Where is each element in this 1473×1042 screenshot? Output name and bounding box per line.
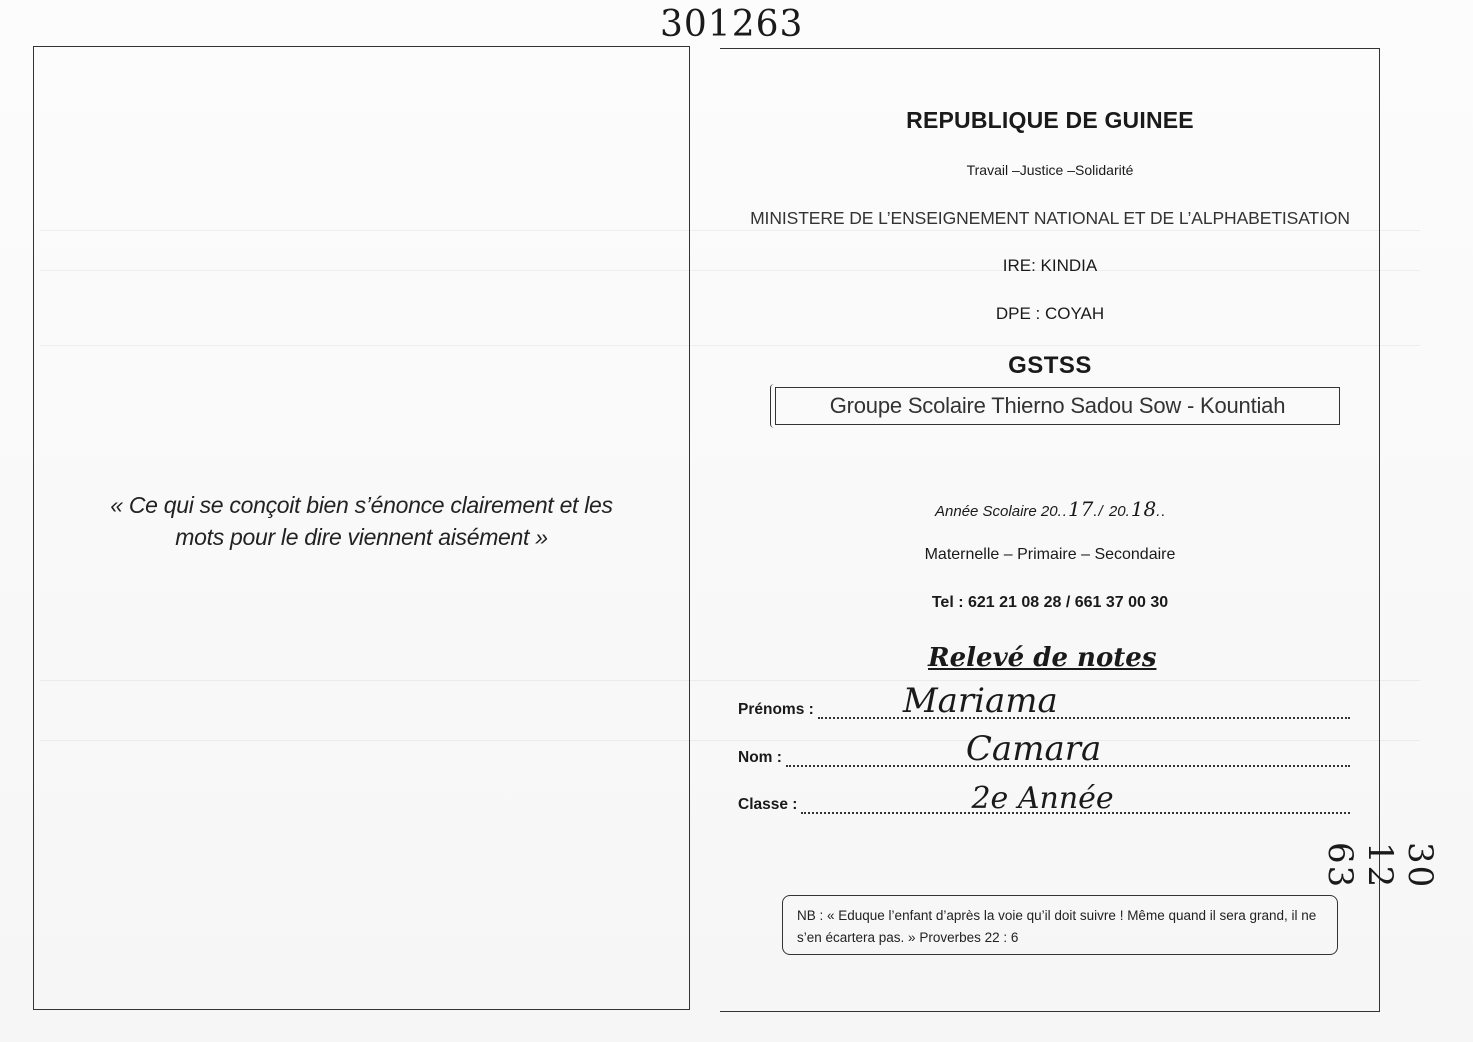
ministry-name: MINISTERE DE L’ENSEIGNEMENT NATIONAL ET DE L’ALPHABETISATION	[750, 208, 1350, 228]
school-levels: Maternelle – Primaire – Secondaire	[924, 546, 1176, 563]
school-year-end: 18	[1130, 497, 1157, 521]
school-year-label: Année Scolaire	[935, 503, 1037, 520]
prenoms-field	[738, 681, 1350, 721]
quote	[74, 489, 649, 553]
nb-proverb-box: NB : « Eduque l’enfant d’après la voie qu’il doit suivre ! Même quand il sera grand, il ne s’en écartera pas. » Proverbes 22 : 6	[782, 895, 1338, 955]
nom-label: Nom :	[738, 749, 782, 766]
left-page	[33, 46, 690, 1010]
classe-value: 2e Année	[971, 781, 1114, 816]
country-heading: REPUBLIQUE DE GUINEE	[906, 107, 1194, 133]
handwritten-reference-side: 30 12 63	[1320, 842, 1440, 890]
phone-numbers: Tel : 621 21 08 28 / 661 37 00 30	[931, 594, 1169, 611]
classe-label: Classe :	[738, 796, 798, 813]
org-acronym: GSTSS	[1008, 352, 1092, 379]
classe-field	[738, 781, 1350, 816]
school-year: Année Scolaire 20..17./ 20.18..	[935, 497, 1167, 521]
school-year-start: 17	[1067, 497, 1094, 521]
ire-label: IRE: KINDIA	[1002, 256, 1098, 275]
dpe-label: DPE : COYAH	[995, 304, 1105, 323]
school-year-start-prefix: 20	[1040, 503, 1058, 520]
handwritten-reference-top: 301263	[660, 4, 804, 45]
prenoms-label: Prénoms :	[738, 701, 814, 718]
nom-field	[738, 729, 1350, 769]
right-page	[720, 48, 1380, 1012]
quote-line-2: mots pour le dire viennent aisément »	[175, 524, 548, 550]
prenoms-line	[818, 681, 1350, 721]
nom-line	[786, 729, 1350, 769]
quote-line-1: « Ce qui se conçoit bien s’énonce clairement et les	[110, 492, 613, 518]
classe-line	[801, 781, 1350, 816]
document-title: Relevé de notes	[928, 643, 1157, 673]
prenoms-value: Mariama	[902, 681, 1058, 721]
school-year-end-prefix: 20	[1108, 503, 1126, 520]
school-name-banner: Groupe Scolaire Thierno Sadou Sow - Kountiah	[775, 387, 1340, 425]
nom-value: Camara	[965, 729, 1102, 769]
national-motto: Travail –Justice –Solidarité	[966, 162, 1134, 178]
